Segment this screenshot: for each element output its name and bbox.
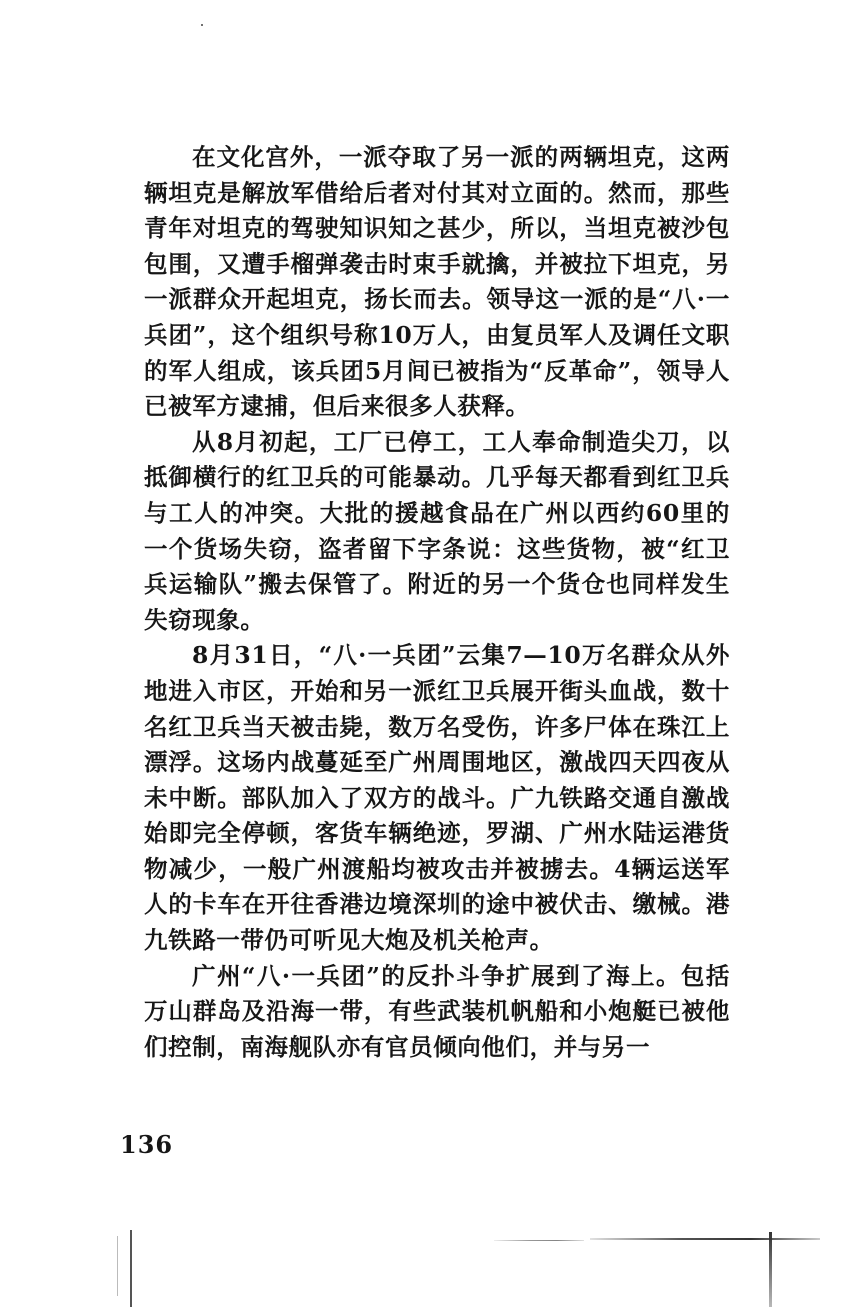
paragraph-4: 广州“八·一兵团”的反扑斗争扩展到了海上。包括万山群岛及沿海一带，有些武装机帆船和小炮艇已被他们控制，南海舰队亦有官员倾向他们，并与另一 <box>144 961 730 1061</box>
paragraph-3: 8月31日，“八·一兵团”云集7—10万名群众从外地进入市区，开始和另一派红卫兵展开街头血战，数十名红卫兵当天被击毙，数万名受伤，许多尸体在珠江上漂浮。这场内战蔓延至广州周围地区，激战四天四夜从未中断。部队加入了双方的战斗。广九铁路交通自激战始即完全停顿，客货车辆绝迹，罗湖、广州水陆运港货物减少，一般广州渡船均被攻击并被掳去。4辆运送军人的卡车在开往香港边境深圳的途中被伏击、缴械。港九铁路一带仍可听见大炮及机关枪声。 <box>144 641 730 955</box>
scan-speck <box>201 24 203 26</box>
body-text <box>144 140 730 1065</box>
scan-edge-line-faint <box>117 1236 118 1296</box>
paragraph-2: 从8月初起，工厂已停工，工人奉命制造尖刀，以抵御横行的红卫兵的可能暴动。几乎每天都看到红卫兵与工人的冲突。大批的援越食品在广州以西约60里的一个货场失窃，盗者留下字条说：这些货物，被“红卫兵运输队”搬去保管了。附近的另一个货仓也同样发生失窃现象。 <box>144 427 730 634</box>
paragraph-1: 在文化宫外，一派夺取了另一派的两辆坦克，这两辆坦克是解放军借给后者对付其对立面的。然而，那些青年对坦克的驾驶知识知之甚少，所以，当坦克被沙包包围，又遭手榴弹袭击时束手就擒，并被拉下坦克，另一派群众开起坦克，扬长而去。领导这一派的是“八·一兵团”，这个组织号称10万人，由复员军人及调任文职的军人组成，该兵团5月间已被指为“反革命”，领导人已被军方逮捕，但后来很多人获释。 <box>144 143 730 421</box>
scan-artifact-rule-short <box>494 1240 584 1241</box>
page-number: 136 <box>120 1130 174 1159</box>
scan-artifact-tick <box>769 1232 772 1307</box>
scan-edge-line <box>130 1230 132 1307</box>
scan-artifact-rule-long <box>590 1238 820 1240</box>
